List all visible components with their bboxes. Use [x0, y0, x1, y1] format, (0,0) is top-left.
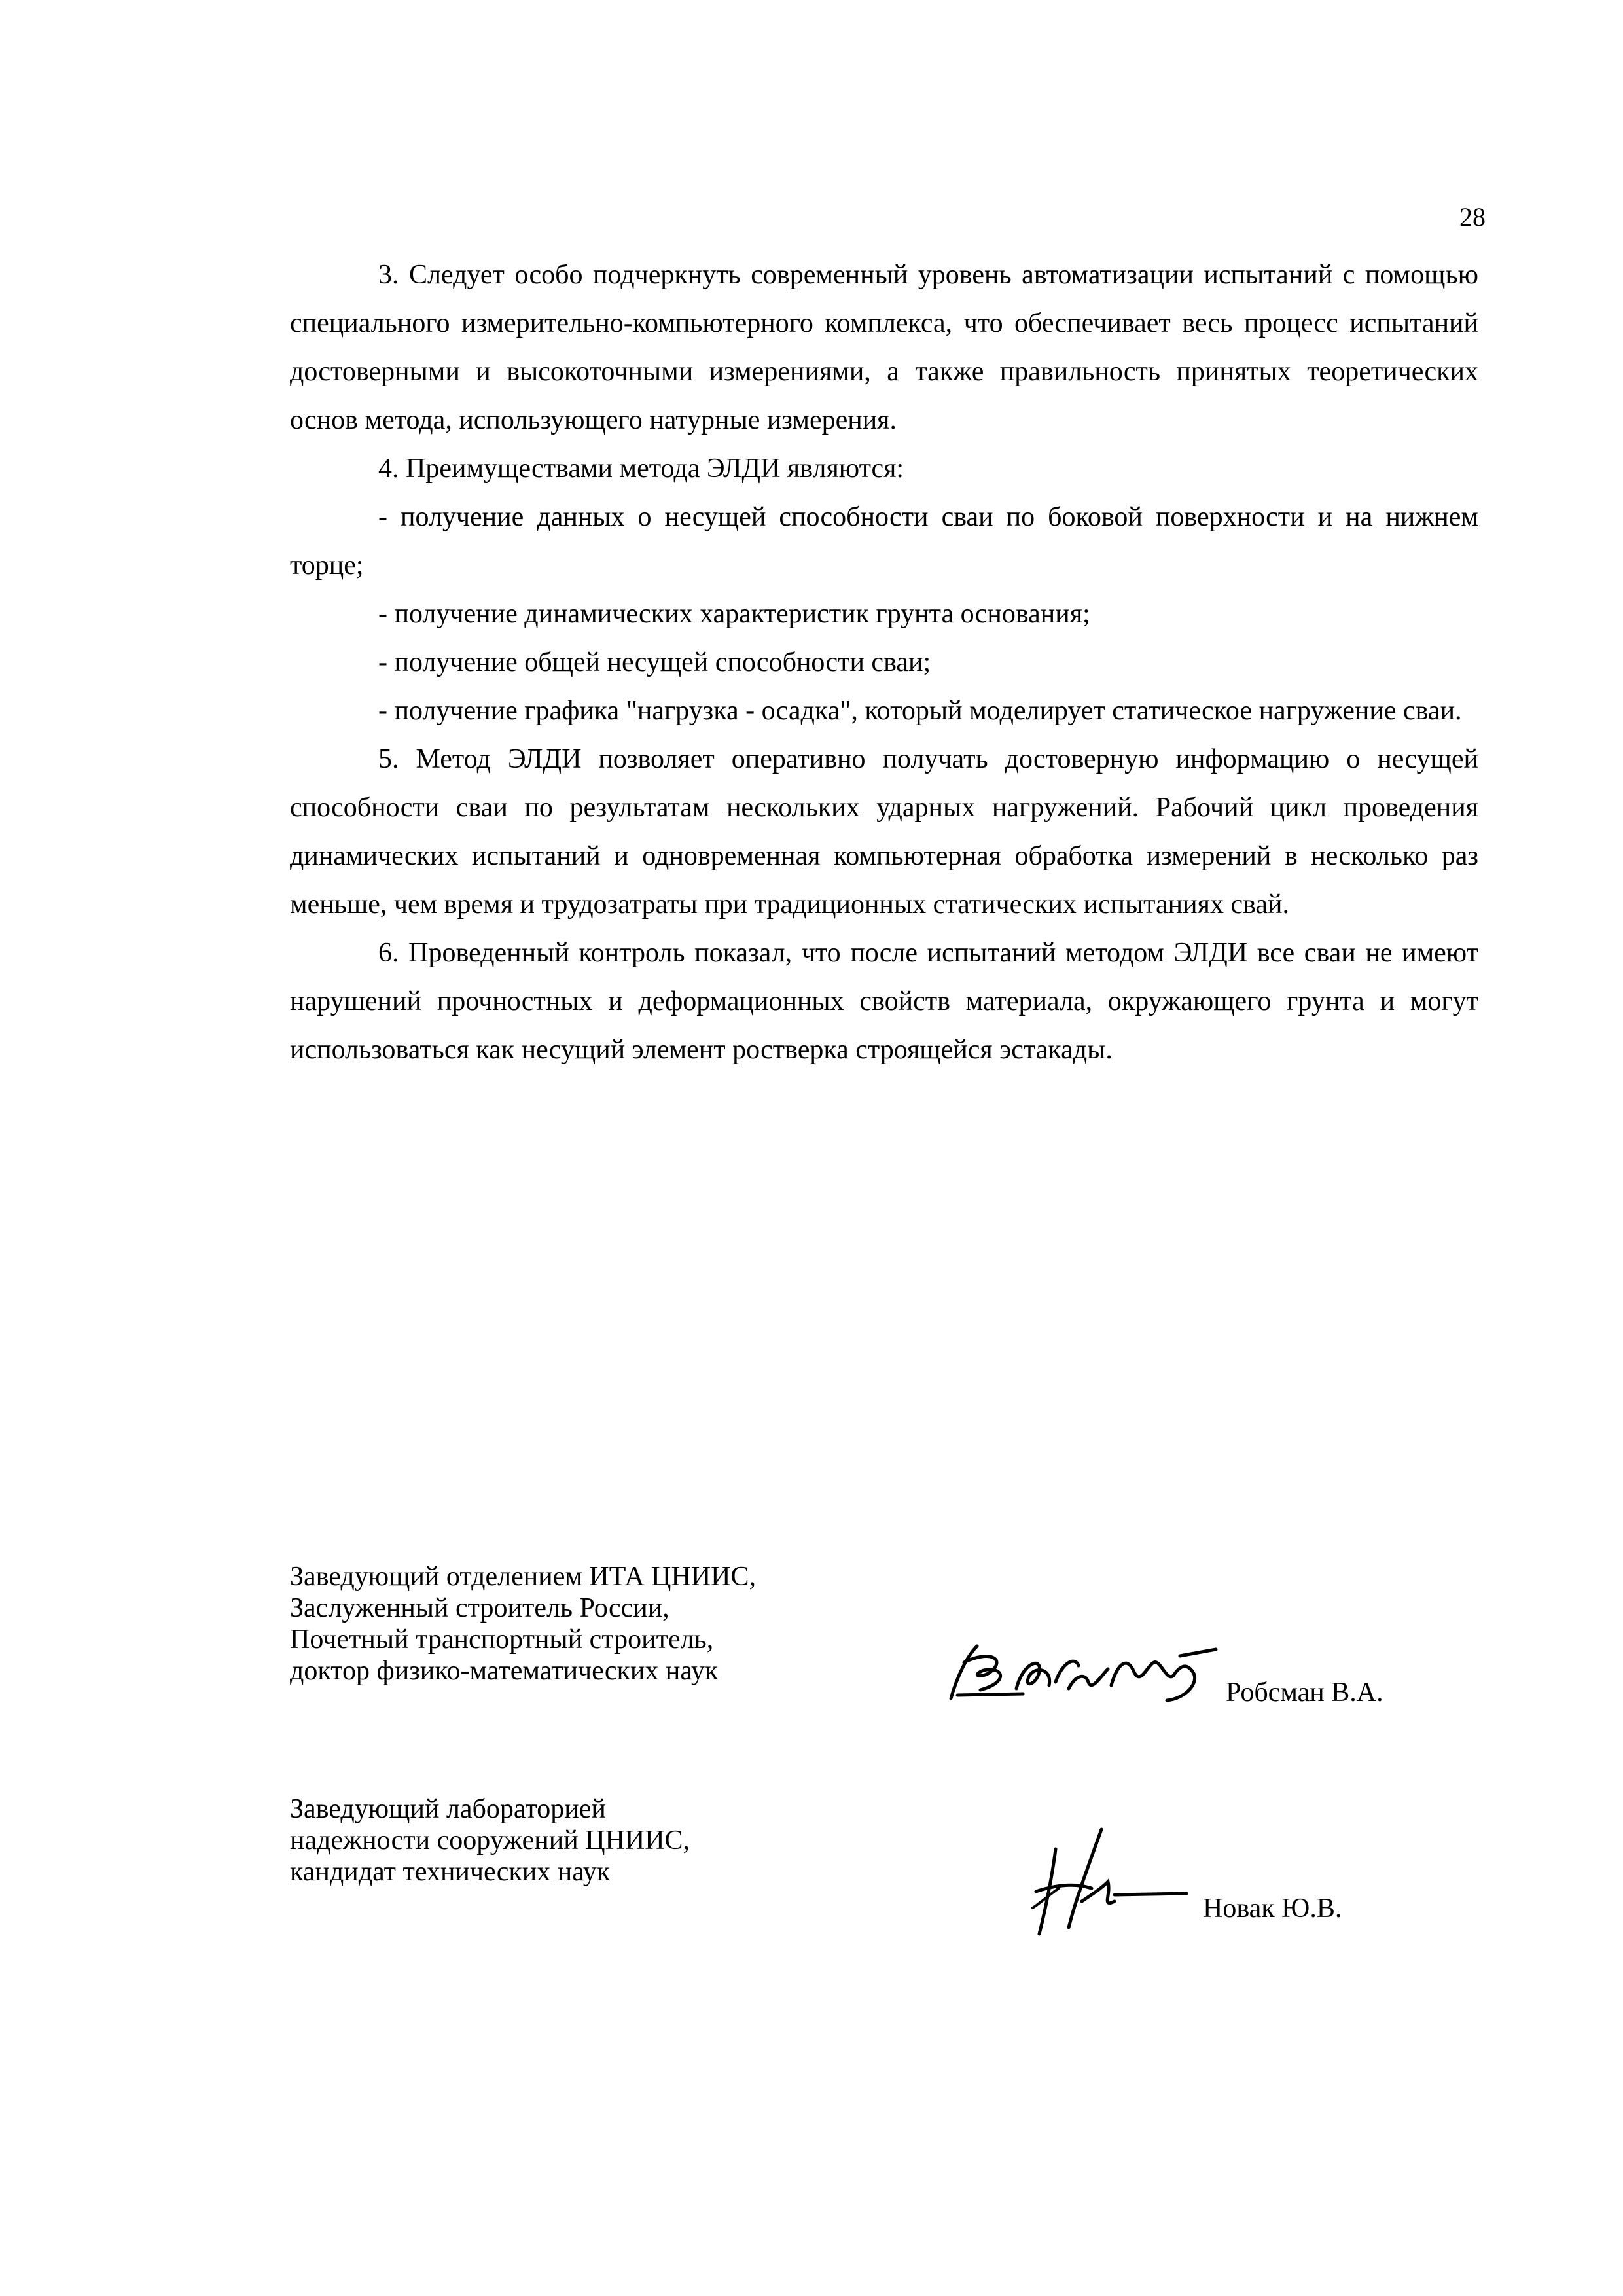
- signer-title-line: Почетный транспортный строитель,: [290, 1624, 714, 1655]
- page-number: 28: [1459, 202, 1486, 232]
- signer-title-line: кандидат технических наук: [290, 1857, 611, 1887]
- signature-block-robsman: [290, 1561, 1468, 1708]
- paragraph-4: 4. Преимуществами метода ЭЛДИ являются:: [378, 454, 904, 484]
- list-item: - получение динамических характеристик грунта основания;: [378, 599, 1090, 629]
- signer-name: Робсман В.А.: [1226, 1677, 1383, 1708]
- paragraph-5: 5. Метод ЭЛДИ позволяет оперативно получать достоверную информацию о несущей способности сваи по результатам нескольких ударных нагружений. Рабочий цикл проведения динамических испытаний и одновременная компьютерная обработка измерений в несколько раз меньше, чем время и трудозатраты при традиционных статических испытаниях свай.: [290, 744, 1478, 920]
- signature-block-novak: [290, 1793, 1468, 1924]
- signer-title-line: надежности сооружений ЦНИИС,: [290, 1825, 690, 1856]
- list-item: - получение данных о несущей способности сваи по боковой поверхности и на нижнем торце;: [290, 502, 1478, 581]
- signer-title: [290, 1561, 1468, 1687]
- signer-title-line: Заслуженный строитель России,: [290, 1593, 669, 1623]
- paragraph-6: 6. Проведенный контроль показал, что после испытаний методом ЭЛДИ все сваи не имеют нарушений прочностных и деформационных свойств материала, окружающего грунта и могут использоваться как несущий элемент ростверка строящейся эстакады.: [290, 938, 1478, 1065]
- handwritten-signature-icon: [1029, 1823, 1193, 1941]
- signer-title: [290, 1793, 1468, 1888]
- signer-name: Новак Ю.В.: [1203, 1893, 1342, 1924]
- signer-title-line: Заведующий лабораторией: [290, 1794, 606, 1824]
- signer-title-line: Заведующий отделением ИТА ЦНИИС,: [290, 1562, 756, 1592]
- paragraph-3: 3. Следует особо подчеркнуть современный уровень автоматизации испытаний с помощью специального измерительно-компьютерного комплекса, что обеспечивает весь процесс испытаний достоверными и высокоточными измерениями, а также правильность принятых теоретических основ метода, использующего натурные измерения.: [290, 260, 1478, 435]
- body-text: [290, 251, 1478, 1074]
- list-item: - получение графика "нагрузка - осадка", который моделирует статическое нагружение сваи.: [378, 696, 1462, 726]
- list-item: - получение общей несущей способности сваи;: [378, 647, 931, 677]
- signer-title-line: доктор физико-математических наук: [290, 1656, 719, 1686]
- handwritten-signature-icon: [944, 1636, 1226, 1708]
